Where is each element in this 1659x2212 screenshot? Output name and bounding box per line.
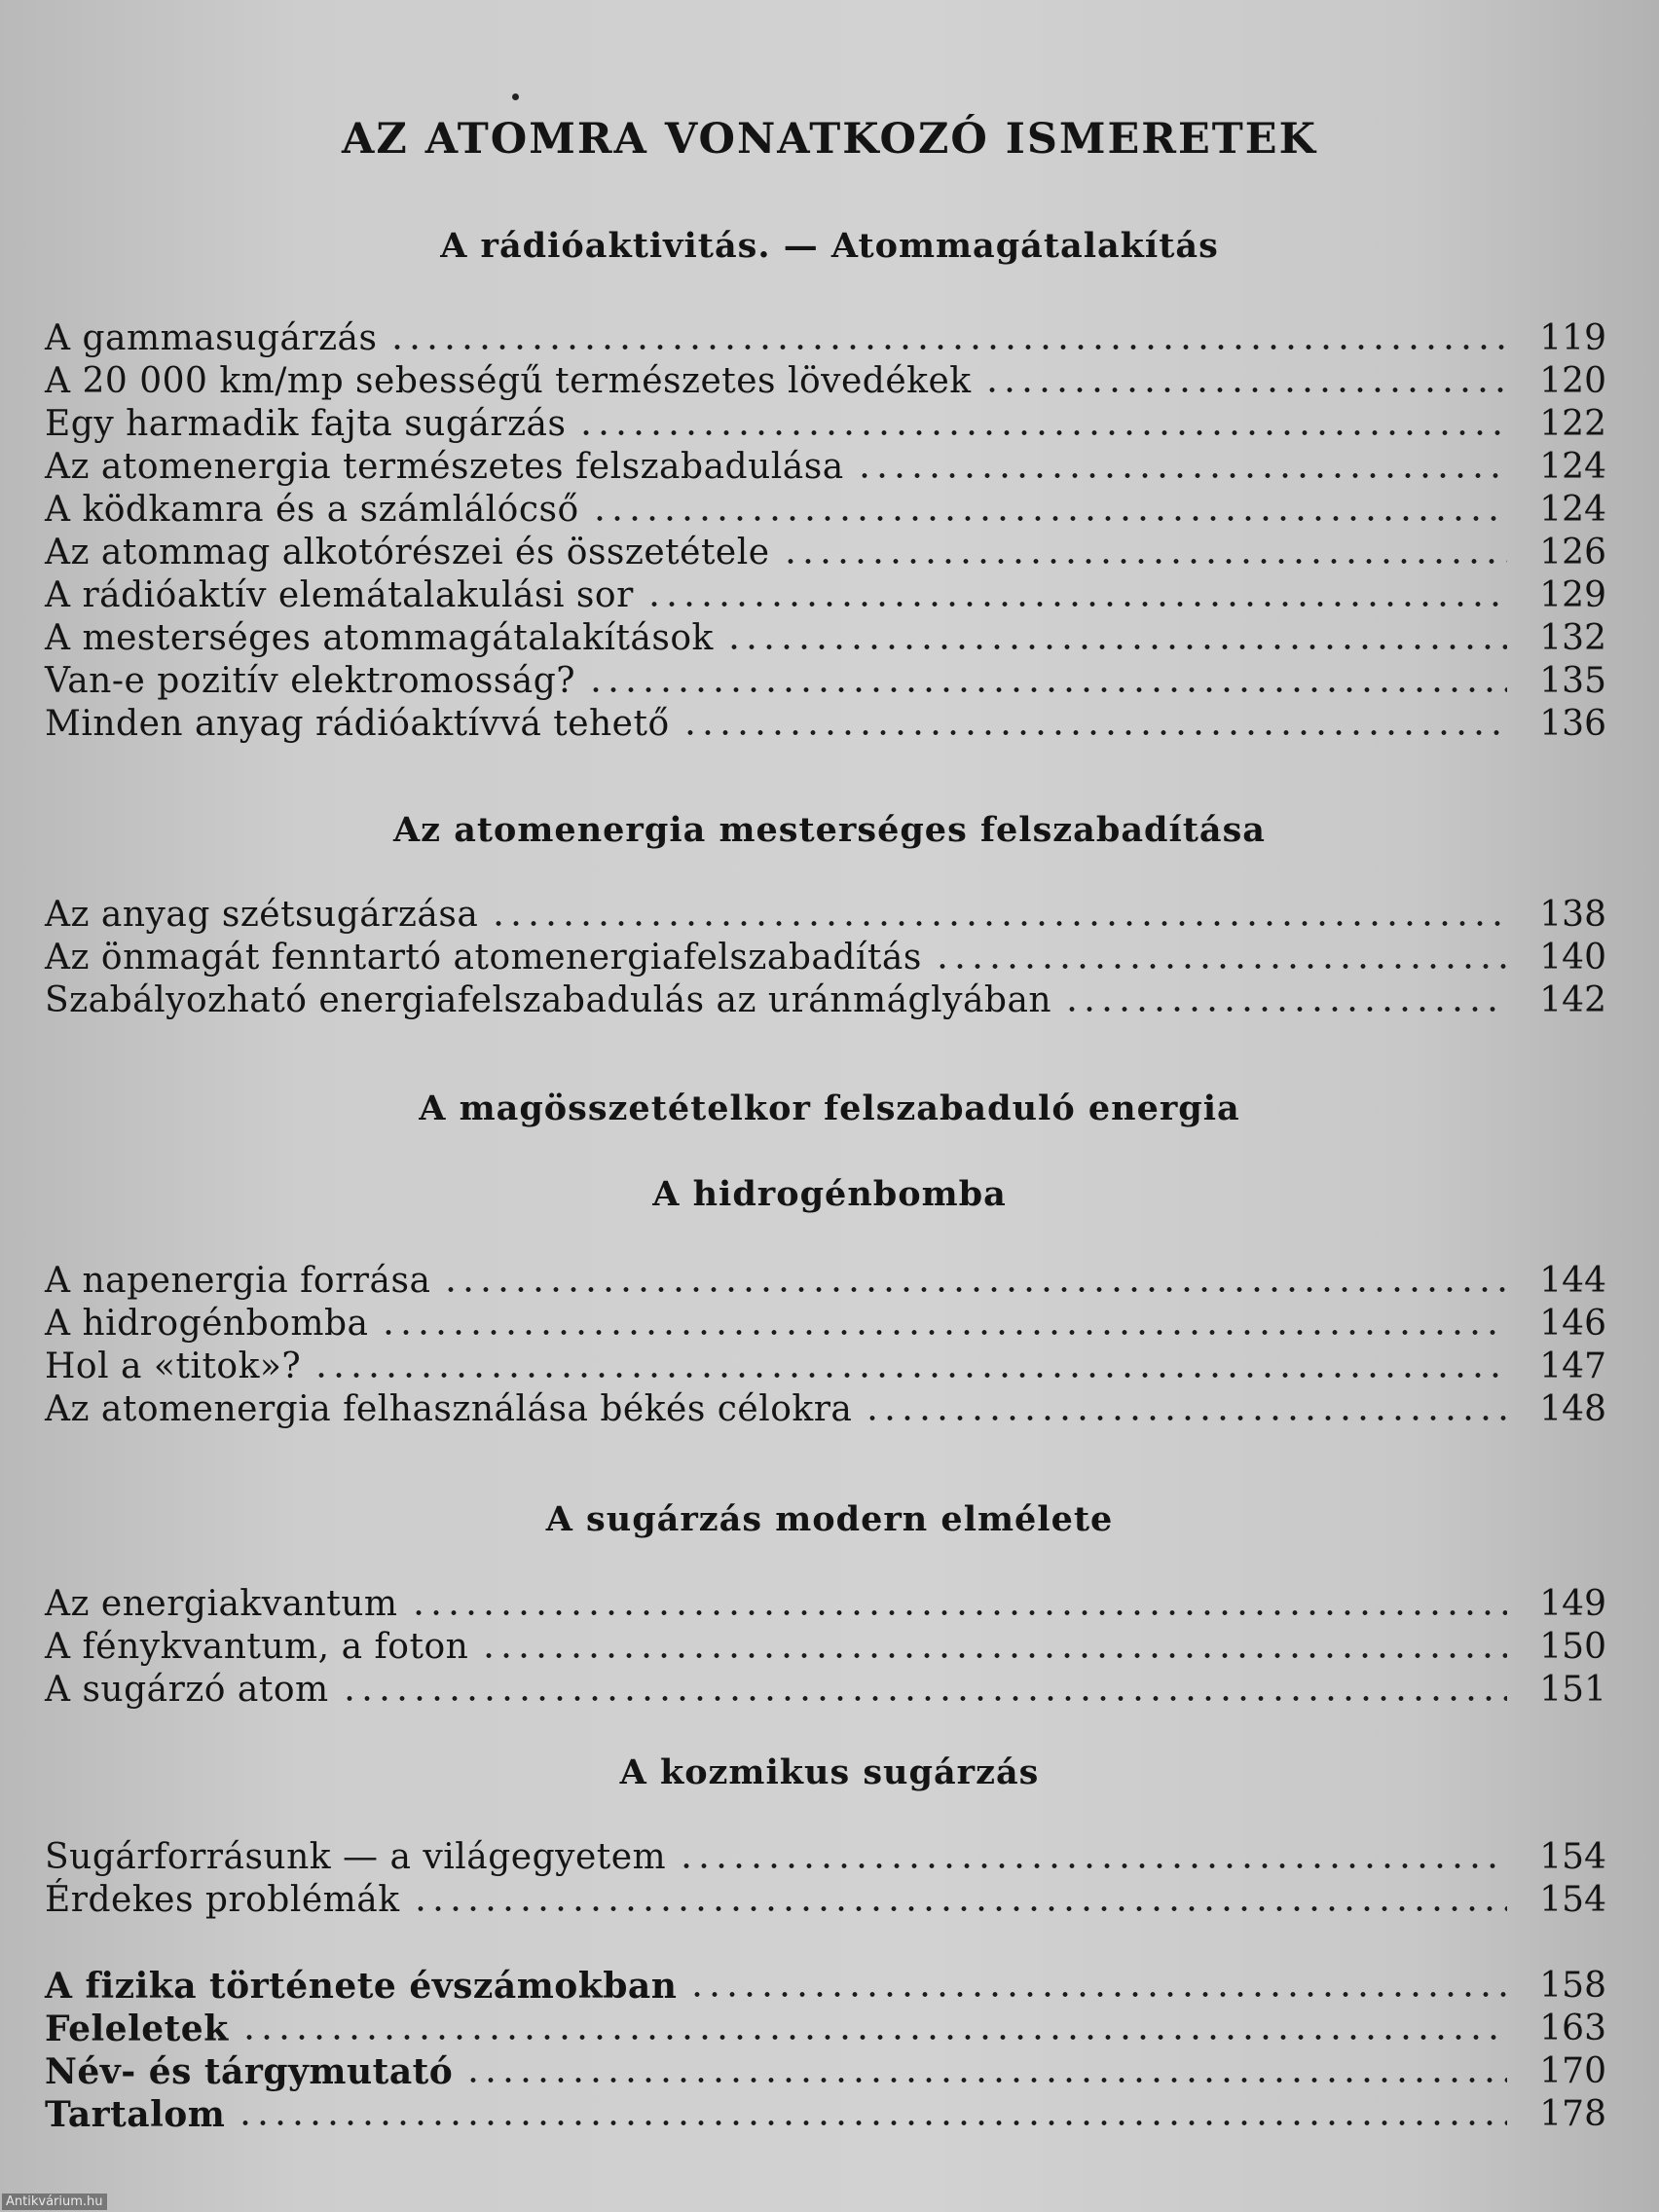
toc-entry-page: 151: [1539, 1670, 1606, 1710]
toc-entry-page: 140: [1539, 938, 1606, 977]
toc-entry: [45, 1626, 1606, 1669]
toc-entry-title: A fénykvantum, a foton: [45, 1627, 469, 1667]
toc-entry-title: Az energiakvantum: [45, 1584, 398, 1624]
toc-entry-page: 148: [1539, 1389, 1606, 1429]
dot-leader: [682, 730, 1507, 735]
toc-list-radiation-theory: [45, 1583, 1606, 1712]
toc-entry: [45, 1346, 1606, 1388]
toc-entry-page: 147: [1539, 1346, 1606, 1386]
toc-entry-page: 124: [1539, 447, 1606, 487]
dot-leader: [380, 1330, 1507, 1335]
toc-entry-page: 138: [1539, 895, 1606, 935]
section-heading-artificial-release: Az atomenergia mesterséges felszabadítása: [392, 810, 1266, 850]
toc-entry-page: 158: [1539, 1966, 1606, 2006]
toc-entry: [45, 1965, 1606, 2008]
toc-entry-page: 150: [1539, 1627, 1606, 1667]
dot-leader: [591, 516, 1507, 521]
toc-list-artificial-release: [45, 894, 1606, 1022]
toc-entry-title: Név- és tárgymutató: [45, 2051, 454, 2092]
toc-list-fusion-energy: [45, 1260, 1606, 1431]
toc-entry: [45, 2050, 1606, 2093]
toc-entry-title: Az önmagát fenntartó atomenergiafelszabadítás: [45, 938, 922, 977]
dot-leader: [688, 1992, 1507, 1997]
toc-entry: [45, 1260, 1606, 1303]
toc-entry-title: A mesterséges atommagátalakítások: [45, 618, 714, 658]
toc-entry-page: 149: [1539, 1584, 1606, 1624]
toc-entry: [45, 660, 1606, 703]
toc-entry-title: A gammasugárzás: [45, 318, 378, 358]
toc-list-cosmic-radiation: [45, 1836, 1606, 1922]
toc-entry-title: A rádióaktív elemátalakulási sor: [45, 575, 634, 615]
toc-entry-page: 129: [1539, 575, 1606, 615]
toc-entry-title: Tartalom: [45, 2094, 226, 2135]
section-heading-radioactivity: A rádióaktivitás. — Atommagátalakítás: [440, 226, 1219, 266]
toc-entry-title: Az atomenergia felhasználása békés célokra: [45, 1389, 853, 1429]
watermark: Antikvárium.hu: [2, 2194, 107, 2210]
dot-leader: [480, 1653, 1507, 1658]
toc-entry-title: Minden anyag rádióaktívvá tehető: [45, 704, 670, 744]
toc-entry-title: Az atomenergia természetes felszabadulása: [45, 447, 844, 487]
toc-entry-page: 135: [1539, 661, 1606, 701]
toc-entry-page: 154: [1539, 1837, 1606, 1877]
toc-entry-title: Az anyag szétsugárzása: [45, 895, 479, 935]
toc-entry-title: Az atommag alkotórészei és összetétele: [45, 533, 770, 572]
section-heading-fusion-energy: A magösszetételkor felszabaduló energia: [419, 1088, 1240, 1128]
toc-entry: [45, 1583, 1606, 1626]
dot-leader: [934, 964, 1507, 969]
toc-entry: [45, 979, 1606, 1022]
dot-leader: [237, 2120, 1507, 2125]
dot-leader: [725, 645, 1507, 649]
toc-entry-page: 136: [1539, 704, 1606, 744]
dot-leader: [864, 1416, 1507, 1420]
toc-entry: [45, 703, 1606, 746]
toc-entry: [45, 617, 1606, 660]
toc-entry: [45, 1879, 1606, 1922]
toc-entry: [45, 403, 1606, 446]
toc-entry: [45, 1303, 1606, 1346]
toc-entry-page: 122: [1539, 404, 1606, 444]
section-subheading-hydrogen-bomb: A hidrogénbomba: [652, 1174, 1007, 1214]
dot-leader: [341, 1696, 1507, 1701]
dot-leader: [1063, 1007, 1507, 1012]
toc-entry-page: 142: [1539, 980, 1606, 1020]
toc-list-radioactivity: [45, 317, 1606, 746]
toc-entry-title: Van-e pozitív elektromosság?: [45, 661, 576, 701]
dot-leader: [412, 1906, 1507, 1911]
dot-leader: [240, 2035, 1507, 2040]
toc-entry: [45, 532, 1606, 574]
toc-entry-title: Érdekes problémák: [45, 1880, 400, 1920]
page-title: AZ ATOMRA VONATKOZÓ ISMERETEK: [342, 115, 1317, 164]
dot-leader: [313, 1373, 1507, 1378]
toc-entry-page: 120: [1539, 361, 1606, 401]
toc-entry-page: 146: [1539, 1304, 1606, 1344]
toc-entry: [45, 489, 1606, 532]
dot-leader: [645, 602, 1507, 607]
toc-entry-title: Szabályozható energiafelszabadulás az uránmáglyában: [45, 980, 1052, 1020]
toc-entry-page: 124: [1539, 490, 1606, 530]
toc-entry-page: 144: [1539, 1261, 1606, 1301]
section-heading-radiation-theory: A sugárzás modern elmélete: [545, 1499, 1114, 1539]
section-heading-cosmic-radiation: A kozmikus sugárzás: [619, 1752, 1040, 1792]
toc-entry-title: A sugárzó atom: [45, 1670, 329, 1710]
toc-entry-title: A hidrogénbomba: [45, 1304, 369, 1344]
toc-entry: [45, 446, 1606, 489]
toc-entry: [45, 574, 1606, 617]
dot-leader: [388, 345, 1507, 350]
dot-leader: [587, 687, 1507, 692]
toc-entry-page: 119: [1539, 318, 1606, 358]
toc-entry-title: A fizika története évszámokban: [45, 1966, 678, 2007]
toc-entry: [45, 360, 1606, 403]
toc-entry-page: 132: [1539, 618, 1606, 658]
dot-leader: [782, 559, 1507, 564]
dot-leader: [410, 1610, 1507, 1615]
toc-entry: [45, 937, 1606, 979]
toc-entry: [45, 1836, 1606, 1879]
toc-entry: [45, 2093, 1606, 2136]
dot-leader: [490, 921, 1507, 926]
toc-entry: [45, 2008, 1606, 2050]
dot-leader: [678, 1863, 1507, 1868]
ink-speck: [512, 93, 519, 100]
toc-entry-title: A ködkamra és a számlálócső: [45, 490, 579, 530]
toc-entry-page: 178: [1539, 2094, 1606, 2134]
toc-entry-title: Hol a «titok»?: [45, 1346, 302, 1386]
toc-entry: [45, 894, 1606, 937]
toc-entry-title: A napenergia forrása: [45, 1261, 431, 1301]
toc-entry-title: Sugárforrásunk — a világegyetem: [45, 1837, 667, 1877]
toc-entry: [45, 1669, 1606, 1712]
toc-entry-page: 163: [1539, 2009, 1606, 2048]
toc-entry-title: Egy harmadik fajta sugárzás: [45, 404, 567, 444]
dot-leader: [983, 387, 1507, 392]
toc-entry-page: 126: [1539, 533, 1606, 572]
toc-entry-page: 154: [1539, 1880, 1606, 1920]
toc-entry-title: Feleletek: [45, 2009, 229, 2049]
toc-entry-page: 170: [1539, 2051, 1606, 2091]
toc-entry: [45, 1388, 1606, 1431]
dot-leader: [577, 430, 1507, 435]
toc-list-back-matter: [45, 1965, 1606, 2136]
dot-leader: [442, 1287, 1507, 1292]
dot-leader: [856, 473, 1507, 478]
dot-leader: [464, 2078, 1507, 2083]
toc-entry: [45, 317, 1606, 360]
toc-entry-title: A 20 000 km/mp sebességű természetes lövedékek: [45, 361, 972, 401]
